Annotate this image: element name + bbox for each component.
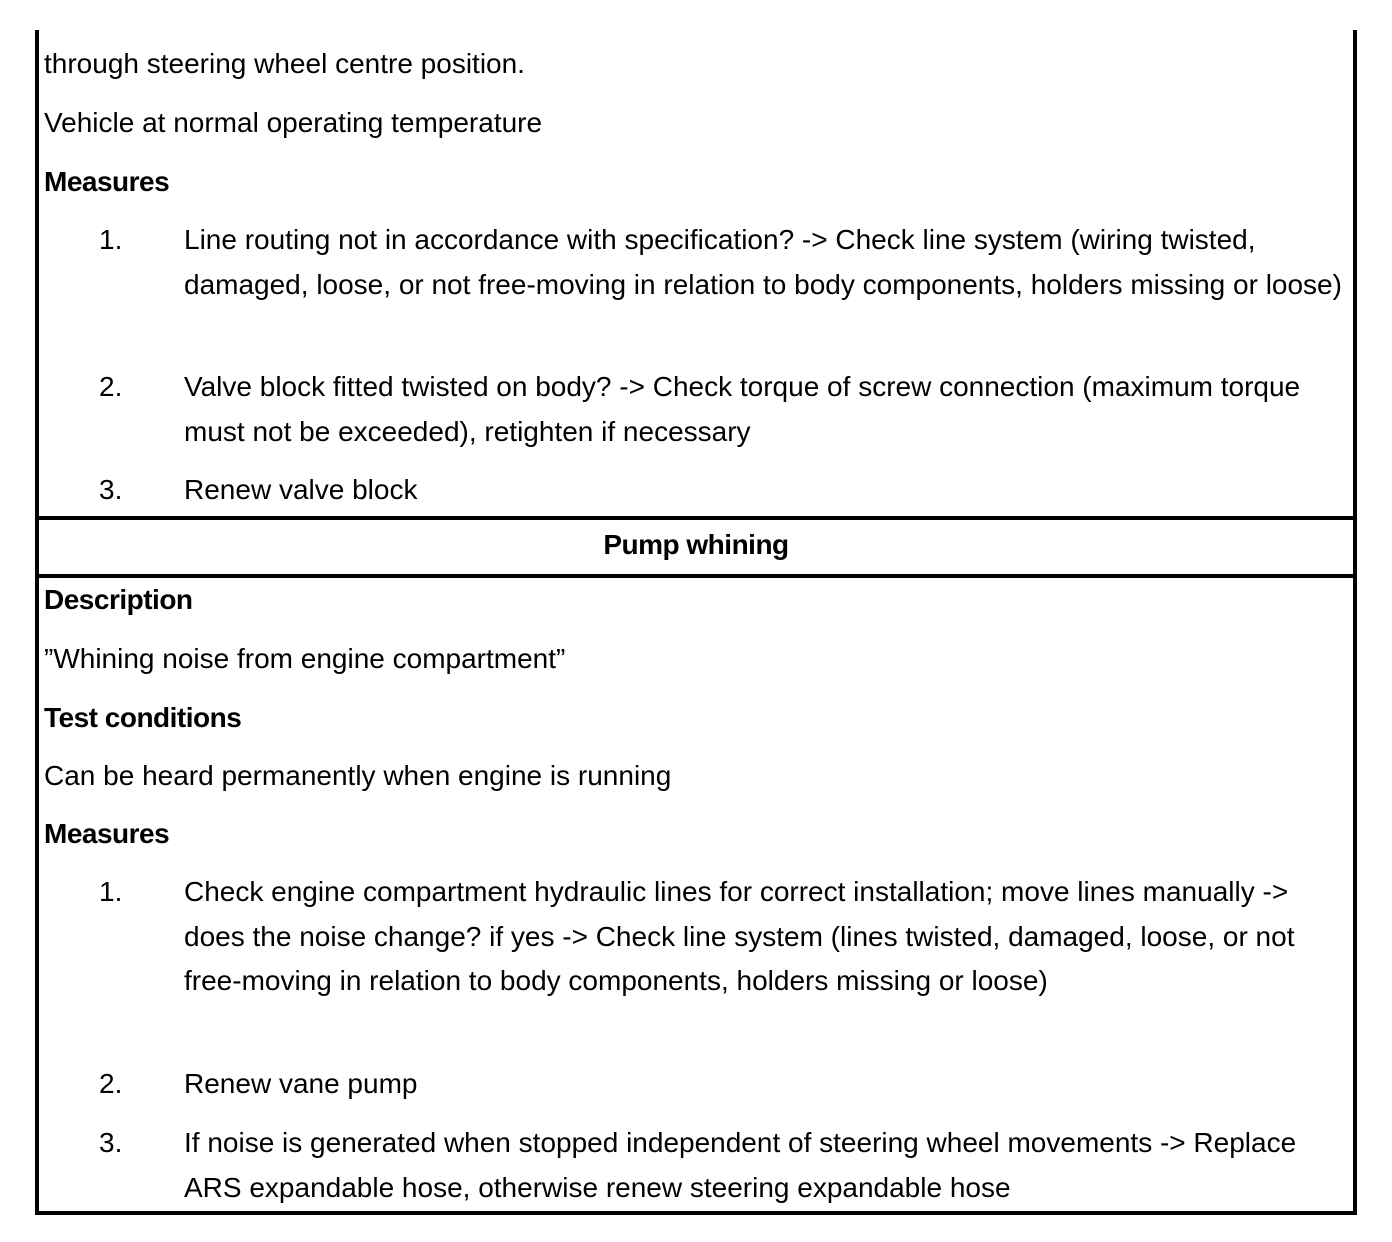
continued-text: through steering wheel centre position. bbox=[44, 48, 525, 79]
list-item-text: If noise is generated when stopped independent of steering wheel movements -> Replace ARS expandable hose, otherwise renew steering expandable hose bbox=[184, 1127, 1297, 1203]
list-item-text: Line routing not in accordance with specification? -> Check line system (wiring twisted, damaged, loose, or not free-moving in relation to body components, holders missing or loose) bbox=[184, 224, 1342, 300]
measures-heading: Measures bbox=[44, 818, 170, 849]
section-header-row bbox=[39, 516, 1353, 578]
test-conditions-text: Can be heard permanently when engine is running bbox=[44, 760, 672, 791]
list-item-text: Valve block fitted twisted on body? -> Check torque of screw connection (maximum torque must not be exceeded), retighten if necessary bbox=[184, 371, 1301, 447]
test-conditions-heading: Test conditions bbox=[44, 702, 242, 733]
measures-heading: Measures bbox=[44, 166, 170, 197]
section-title: Pump whining bbox=[603, 529, 789, 560]
list-item-number: 2. bbox=[99, 371, 123, 402]
list-item-number: 3. bbox=[99, 474, 123, 505]
troubleshooting-table bbox=[35, 30, 1357, 1215]
list-item-number: 1. bbox=[99, 224, 123, 255]
list-item-text: Check engine compartment hydraulic lines for correct installation; move lines manually -> does the noise change? if yes -> Check line system (lines twisted, damaged, loose, or not free-moving in relation to body components, holders missing or loose) bbox=[184, 876, 1295, 996]
description-heading: Description bbox=[44, 584, 193, 615]
condition-text: Vehicle at normal operating temperature bbox=[44, 107, 543, 138]
list-item-text: Renew vane pump bbox=[184, 1068, 418, 1099]
description-text: ”Whining noise from engine compartment” bbox=[44, 643, 566, 674]
list-item-number: 1. bbox=[99, 876, 123, 907]
list-item-text: Renew valve block bbox=[184, 474, 418, 505]
list-item-number: 3. bbox=[99, 1127, 123, 1158]
list-item-number: 2. bbox=[99, 1068, 123, 1099]
